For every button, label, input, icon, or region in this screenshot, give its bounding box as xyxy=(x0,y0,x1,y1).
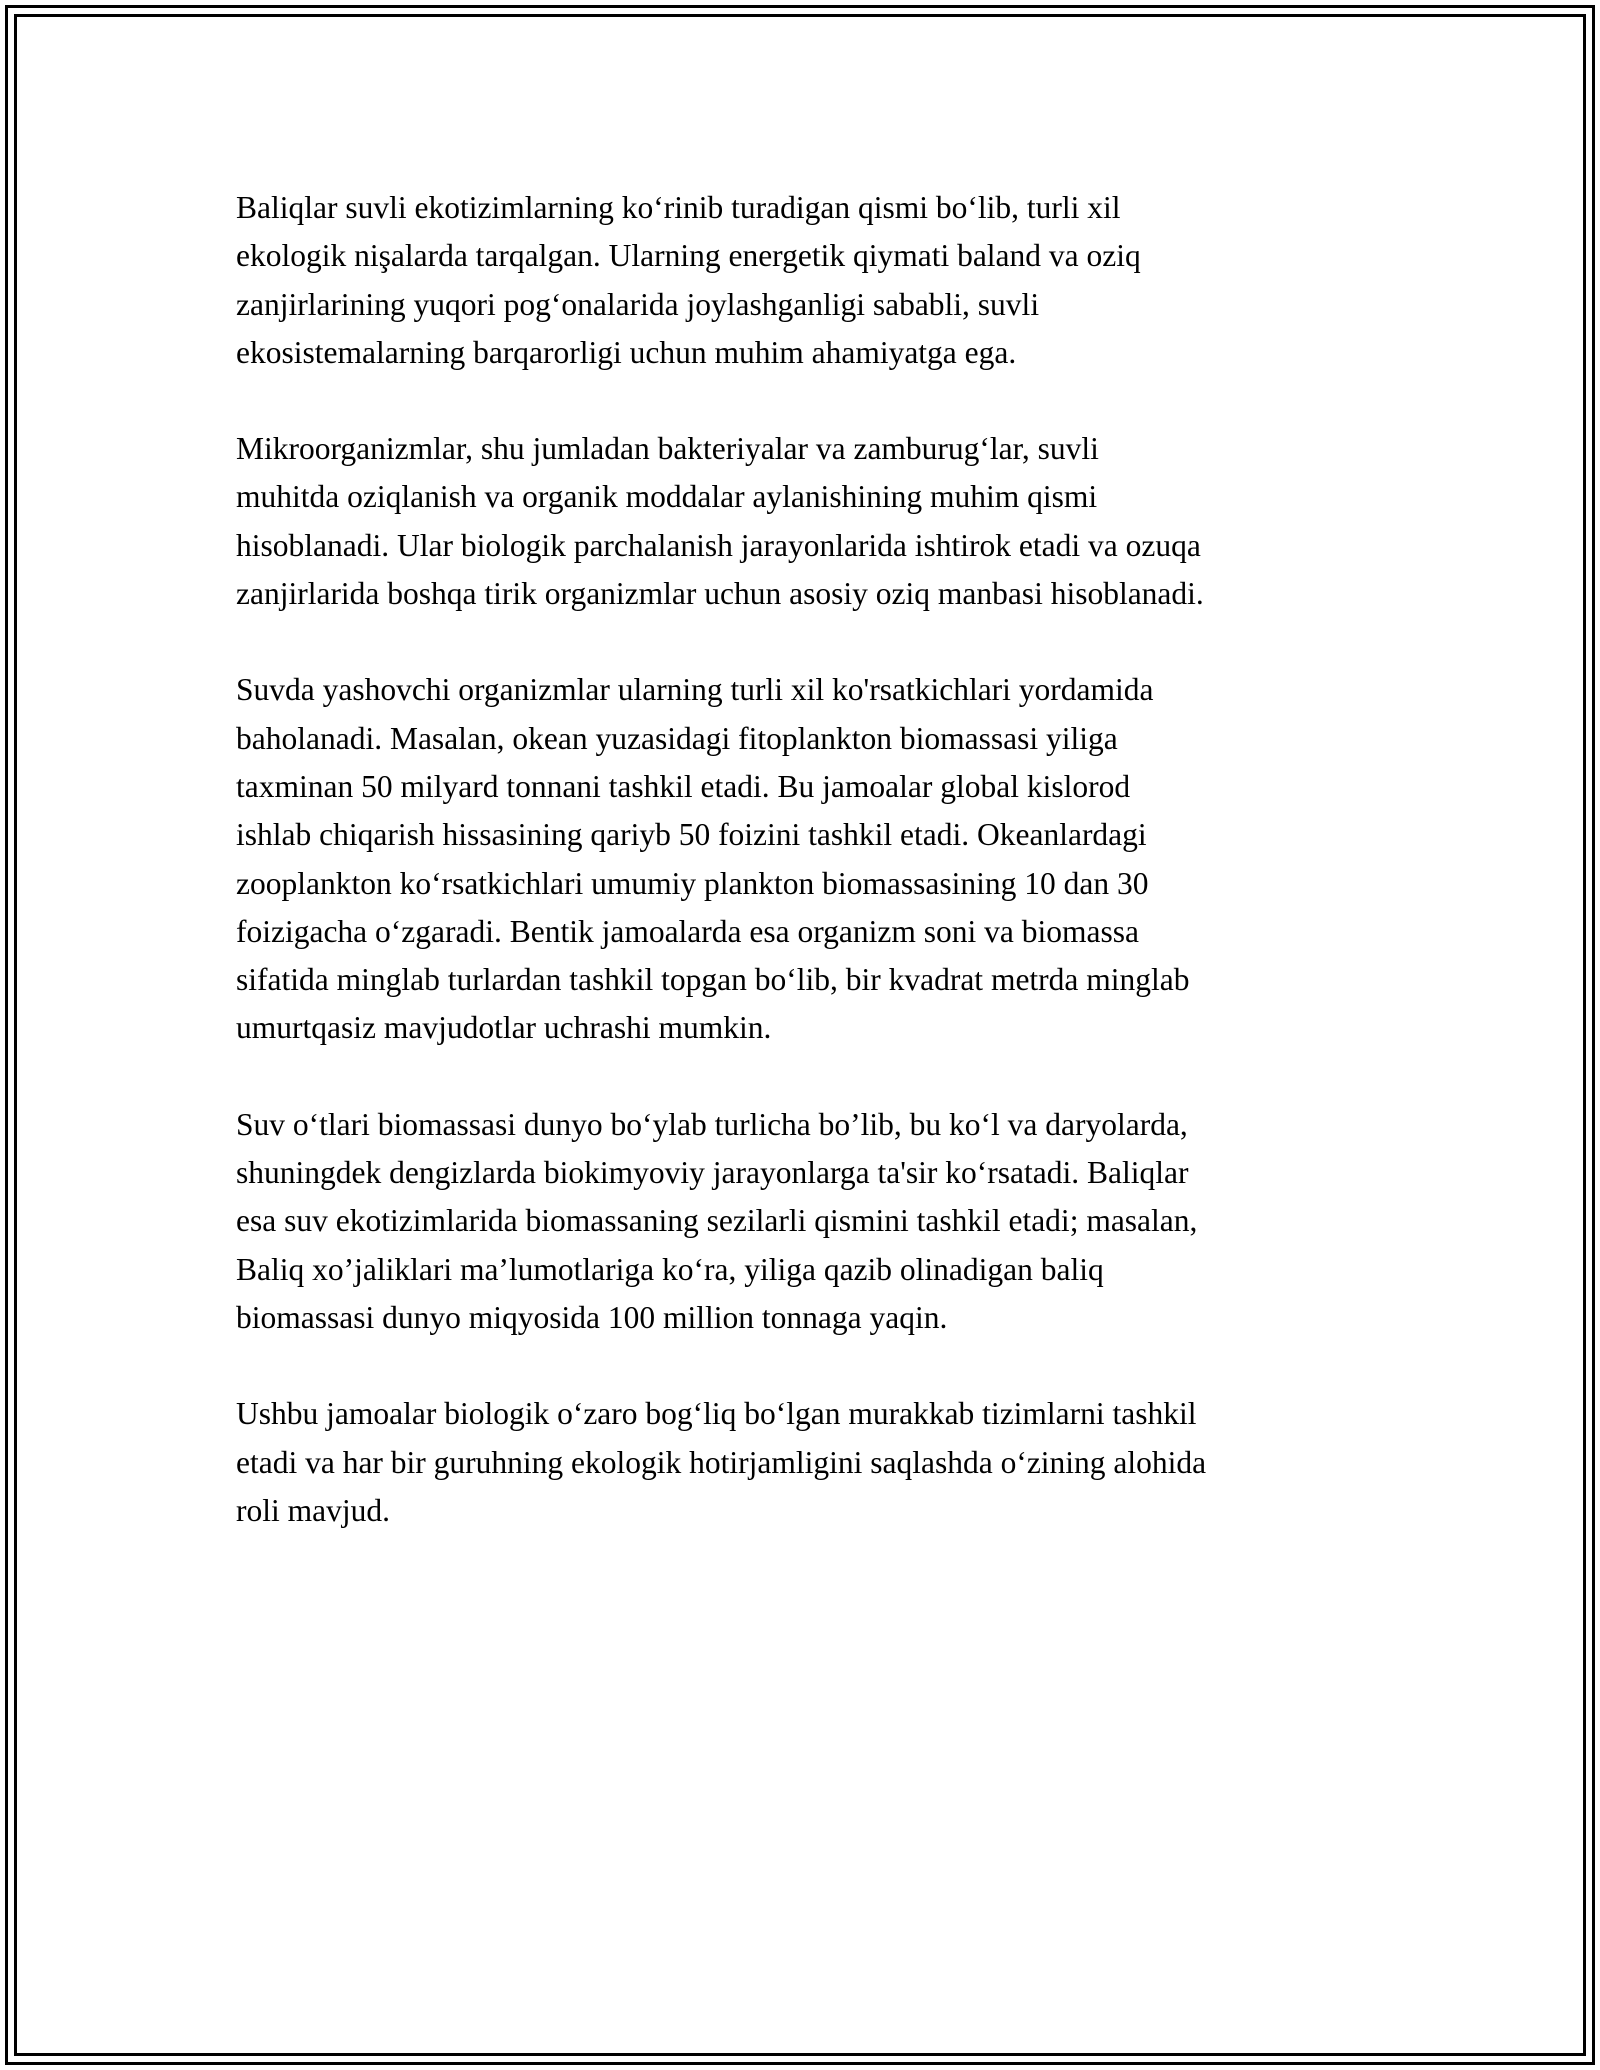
document-body xyxy=(236,184,1376,1583)
paragraph-aquatic-organisms: Suvda yashovchi organizmlar ularning turli xil ko'rsatkichlari yordamida baholanadi. Masalan, okean yuzasidagi fitoplankton biomassasi yiliga taxminan 50 milyard tonnani tashkil etadi. Bu jamoalar global kislorod ishlab chiqarish hissasining qariyb 50 foizini tashkil etadi. Okeanlardagi zooplankton ko‘rsatkichlari umumiy plankton biomassasining 10 dan 30 foizigacha o‘zgaradi. Bentik jamoalarda esa organizm soni va biomassa sifatida minglab turlardan tashkil topgan bo‘lib, bir kvadrat metrda minglab umurtqasiz mavjudotlar uchrashi mumkin. xyxy=(236,672,1190,1046)
paragraph-algae-biomass: Suv o‘tlari biomassasi dunyo bo‘ylab turlicha bo’lib, bu ko‘l va daryolarda, shuningdek dengizlarda biokimyoviy jarayonlarga ta'sir ko‘rsatadi. Baliqlar esa suv ekotizimlarida biomassaning sezilarli qismini tashkil etadi; masalan, Baliq xo’jaliklari ma’lumotlariga ko‘ra, yiliga qazib olinadigan baliq biomassasi dunyo miqyosida 100 million tonnaga yaqin. xyxy=(236,1106,1198,1335)
paragraph-communities: Ushbu jamoalar biologik o‘zaro bog‘liq bo‘lgan murakkab tizimlarni tashkil etadi va har bir guruhning ekologik hotirjamligini saqlashda o‘zining alohida roli mavjud. xyxy=(236,1396,1207,1528)
paragraph-fish: Baliqlar suvli ekotizimlarning ko‘rinib turadigan qismi bo‘lib, turli xil ekologik nişalarda tarqalgan. Ularning energetik qiymati baland va oziq zanjirlarining yuqori pog‘onalarida joylashganligi sababli, suvli ekosistemalarning barqarorligi uchun muhim ahamiyatga ega. xyxy=(236,190,1141,370)
paragraph-microorganisms: Mikroorganizmlar, shu jumladan bakteriyalar va zamburug‘lar, suvli muhitda oziqlanish va organik moddalar aylanishining muhim qismi hisoblanadi. Ular biologik parchalanish jarayonlarida ishtirok etadi va ozuqa zanjirlarida boshqa tirik organizmlar uchun asosiy oziq manbasi hisoblanadi. xyxy=(236,431,1204,612)
